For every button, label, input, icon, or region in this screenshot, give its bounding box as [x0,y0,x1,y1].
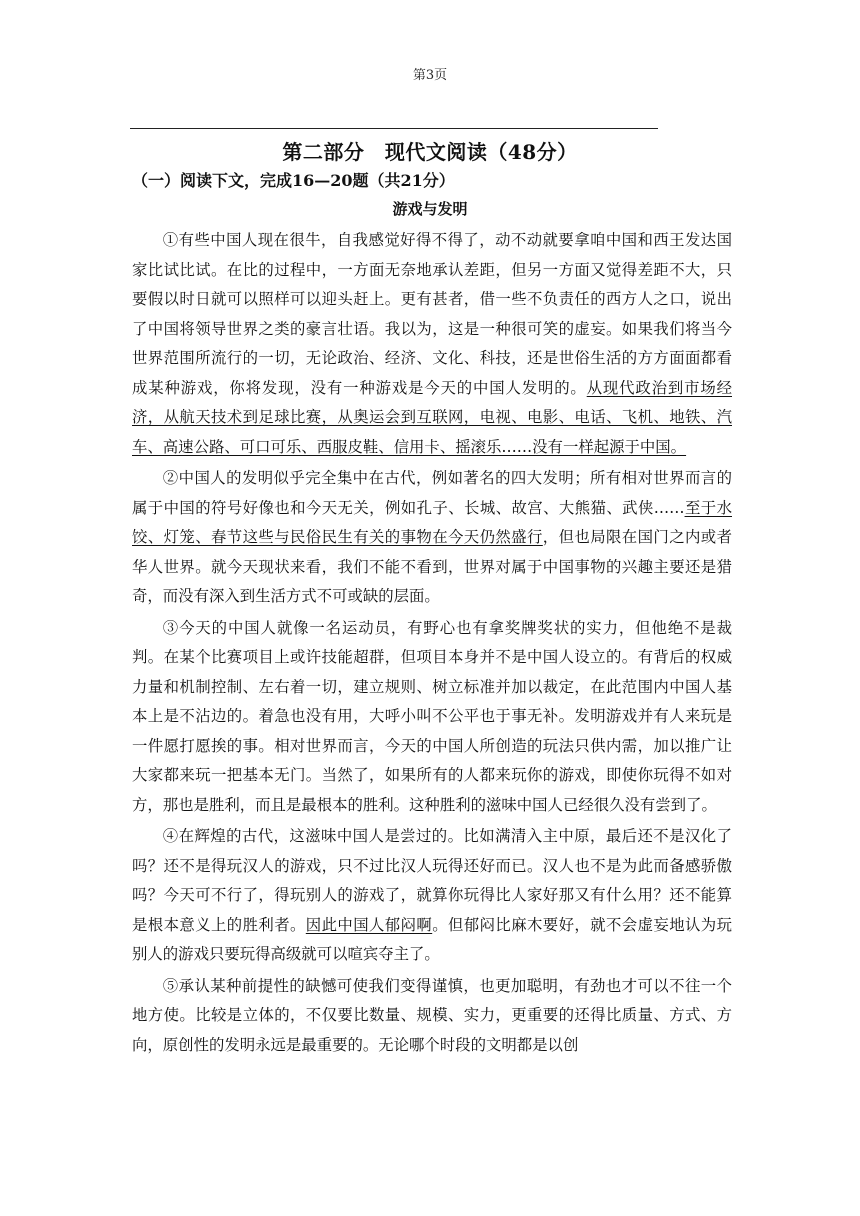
paragraph-text: 。但郁闷比麻木要好，就不会虚妄地认为玩别人的游戏只要玩得高级就可以喧宾夺主了。 [132,915,732,963]
paragraph-text: ②中国人的发明似乎完全集中在古代，例如著名的四大发明；所有相对世界而言的属于中国的符号好像也和今天无关，例如孔子、长城、故宫、大熊猫、武侠…… [132,469,732,517]
article-title: 游戏与发明 [392,200,468,218]
header-rule [130,128,658,129]
paragraph-text: ④在辉煌的古代，这滋味中国人是尝过的。比如满清入主中原，最后还不是汉化了吗？还不是得玩汉人的游戏，只不过比汉人玩得还好而已。汉人也不是为此而备感骄傲吗？今天可不行了，得玩别人的游戏了，就算你玩得比人家好那又有什么用？还不能算是根本意义上的胜利者。 [132,827,732,934]
article-body [132,226,732,1060]
paragraph-text: ①有些中国人现在很牛，自我感觉好得不得了，动不动就要拿咱中国和西王发达国家比试比试。在比的过程中，一方面无奈地承认差距，但另一方面又觉得差距不大，只要假以时日就可以照样可以迎头赶上。更有甚者，借一些不负责任的西方人之口，说出了中国将领导世界之类的豪言壮语。我以为，这是一种很可笑的虚妄。如果我们将当今世界范围所流行的一切，无论政治、经济、文化、科技，还是世俗生活的方方面面都看成某种游戏，你将发现，没有一种游戏是今天的中国人发明的。 [132,231,732,397]
underlined-sentence: 从现代政治到市场经济，从航天技术到足球比赛，从奥运会到互联网，电视、电影、电话、飞机、地铁、汽车、高速公路、可口可乐、西服皮鞋、信用卡、摇滚乐……没有一样起源于中国。 [132,378,732,456]
paragraph-text: ③今天的中国人就像一名运动员，有野心也有拿奖牌奖状的实力，但他绝不是裁判。在某个比赛项目上或许技能超群，但项目本身并不是中国人设立的。有背后的权威力量和机制控制、左右着一切，建立规则、树立标准并加以裁定，在此范围内中国人基本上是不沾边的。着急也没有用，大呼小叫不公平也于事无补。发明游戏并有人来玩是一件愿打愿挨的事。相对世界而言，今天的中国人所创造的玩法只供内需，加以推广让大家都来玩一把基本无门。当然了，如果所有的人都来玩你的游戏，即使你玩得不如对方，那也是胜利，而且是最根本的胜利。这种胜利的滋味中国人已经很久没有尝到了。 [132,618,732,814]
paragraph-4 [132,822,732,970]
underlined-sentence: 因此中国人郁闷啊 [305,915,433,934]
paragraph-text: ⑤承认某种前提性的缺憾可使我们变得谨慎，也更加聪明，有劲也才可以不往一个地方使。比较是立体的，不仅要比数量、规模、实力，更重要的还得比质量、方式、方向，原创性的发明永远是最重要的。无论哪个时段的文明都是以创 [132,976,732,1054]
section-title: 第二部分 现代文阅读（48分） [282,140,578,164]
paragraph-1 [132,226,732,462]
underlined-sentence: 至于水饺、灯笼、春节这些与民俗民生有关的事物在今天仍然盛行 [132,498,732,546]
paragraph-2 [132,464,732,612]
paragraph-3 [132,614,732,821]
paragraph-text: ，但也局限在国门之内或者华人世界。就今天现状来看，我们不能不看到，世界对属于中国事物的兴趣主要还是猎奇，而没有深入到生活方式不可或缺的层面。 [132,528,732,605]
paragraph-5 [132,972,732,1061]
page-number: 第3页 [412,68,448,83]
question-header: （一）阅读下文，完成16—20题（共21分） [132,171,455,190]
